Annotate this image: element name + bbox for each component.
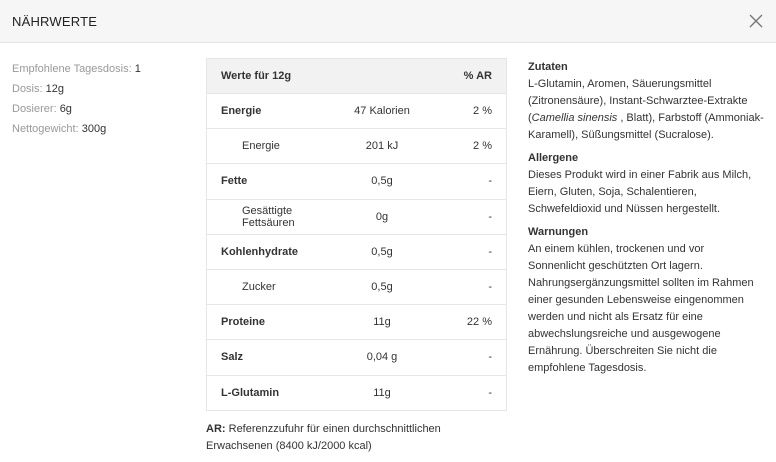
nutrient-amount: 0,04 g [332,340,432,375]
table-row [207,129,507,164]
nutrient-ar: - [432,375,507,410]
nutrient-amount: 0g [332,199,432,234]
nutrient-name: Gesättigte Fettsäuren [207,199,333,234]
dosage-item [12,119,192,139]
dosage-value: 6g [59,103,72,115]
table-header-values: Werte für 12g [207,59,333,94]
ingredients-text [528,76,764,144]
ingredients-part: L-Glutamin, Aromen, Säuerungsmittel (Zitronensäure), Instant-Schwarztee-Extrakte ( [528,78,748,124]
nutrient-ar: 22 % [432,305,507,340]
ingredients-part: , Blatt), Farbstoff (Ammoniak-Karamell), Süßungsmittel (Sucralose). [528,112,764,141]
dosage-info [12,59,192,139]
table-header-ar: % AR [432,59,507,94]
nutrition-table [206,58,507,411]
footnote-label: AR: [206,422,226,435]
allergens-text: Dieses Produkt wird in einer Fabrik aus Milch, Eiern, Gluten, Soja, Schalentieren, Schwefeldioxid und Nüssen hergestellt. [528,169,752,215]
nutrient-ar: - [432,199,507,234]
table-row [207,199,507,234]
nutrient-ar: 2 % [432,94,507,129]
dialog-title: NÄHRWERTE [12,13,98,29]
nutrient-name: Proteine [207,305,333,340]
ar-footnote [206,421,507,455]
footnote-text: Referenzzufuhr für einen durchschnittlichen Erwachsenen (8400 kJ/2000 kcal) [206,422,441,452]
table-row [207,94,507,129]
allergens-heading: Allergene [528,152,579,164]
table-row [207,234,507,269]
warnings-text: An einem kühlen, trockenen und vor Sonnenlicht geschützten Ort lagern. Nahrungsergänzungsmittel sollten im Rahmen einer gesunden Lebensweise eingenommen werden und nicht als Ersatz für eine abwechslungsreiche und ausgewogene Ernährung. Überschreiten Sie nicht die empfohlene Tagesdosis. [528,243,754,374]
nutrient-amount: 11g [332,305,432,340]
dosage-value: 12g [45,83,64,95]
nutrient-ar: - [432,234,507,269]
table-row [207,305,507,340]
nutrient-amount: 47 Kalorien [332,94,432,129]
nutrient-ar: - [432,269,507,304]
dosage-label: Nettogewicht: [12,123,79,135]
nutrient-amount: 0,5g [332,234,432,269]
table-row [207,164,507,199]
nutrient-amount: 0,5g [332,269,432,304]
dosage-label: Empfohlene Tagesdosis: [12,63,132,75]
close-icon[interactable] [748,13,764,29]
dosage-label: Dosierer: [12,103,57,115]
table-row [207,375,507,410]
nutrient-name: Energie [207,129,333,164]
nutrient-ar: - [432,164,507,199]
nutrition-table-section [206,58,507,455]
dosage-item [12,99,192,119]
nutrient-name: Fette [207,164,333,199]
nutrient-name: Energie [207,94,333,129]
table-header-amount [332,59,432,94]
nutrient-amount: 11g [332,375,432,410]
nutrient-amount: 0,5g [332,164,432,199]
warnings-heading: Warnungen [528,226,589,238]
nutrient-ar: 2 % [432,129,507,164]
dosage-value: 300g [81,123,107,135]
ingredients-heading: Zutaten [528,61,568,73]
table-row [207,340,507,375]
dosage-label: Dosis: [12,83,43,95]
nutrient-name: Zucker [207,269,333,304]
table-row [207,269,507,304]
nutrient-name: L-Glutamin [207,375,333,410]
nutrient-ar: - [432,340,507,375]
nutrient-name: Kohlenhydrate [207,234,333,269]
dosage-item [12,79,192,99]
dosage-item [12,59,192,79]
product-details [528,59,764,383]
nutrient-amount: 201 kJ [332,129,432,164]
dialog-header [0,0,776,43]
dosage-value: 1 [134,63,141,75]
ingredients-italic: Camellia sinensis [531,112,618,124]
nutrient-name: Salz [207,340,333,375]
